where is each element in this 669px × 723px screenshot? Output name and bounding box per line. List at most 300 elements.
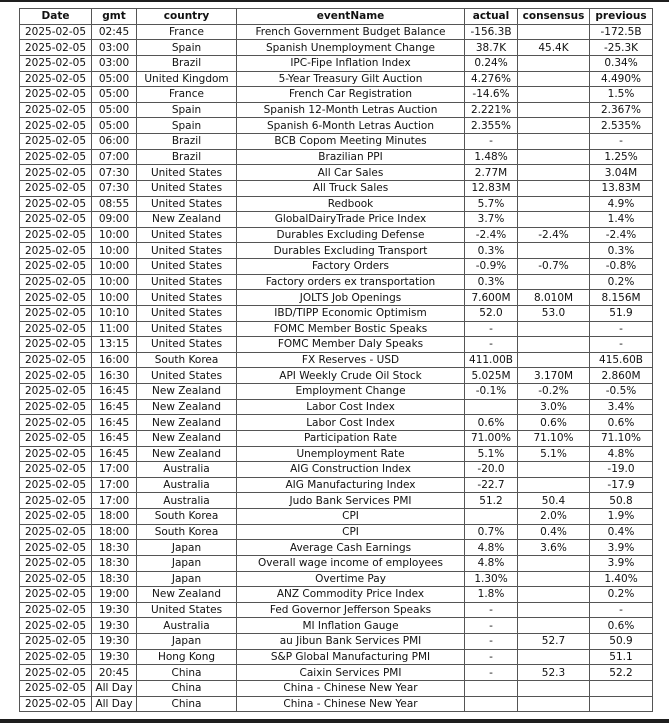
table-row xyxy=(20,696,653,712)
table-row xyxy=(20,368,653,384)
cell-consensus xyxy=(518,555,590,571)
cell-previous: 0.6% xyxy=(590,618,653,634)
cell-date: 2025-02-05 xyxy=(20,71,92,87)
cell-gmt: 03:00 xyxy=(92,55,137,71)
table-row xyxy=(20,587,653,603)
cell-consensus: 8.010M xyxy=(518,290,590,306)
cell-event-name: Caixin Services PMI xyxy=(237,665,465,681)
cell-event-name: Factory Orders xyxy=(237,259,465,275)
table-row xyxy=(20,555,653,571)
cell-country: China xyxy=(137,680,237,696)
table-row xyxy=(20,509,653,525)
cell-event-name: All Truck Sales xyxy=(237,180,465,196)
cell-date: 2025-02-05 xyxy=(20,55,92,71)
cell-event-name: Judo Bank Services PMI xyxy=(237,493,465,509)
table-row xyxy=(20,102,653,118)
cell-actual: 411.00B xyxy=(465,352,518,368)
cell-actual: - xyxy=(465,618,518,634)
cell-country: South Korea xyxy=(137,509,237,525)
cell-previous: 3.4% xyxy=(590,399,653,415)
cell-consensus: -0.7% xyxy=(518,259,590,275)
cell-previous: 51.9 xyxy=(590,305,653,321)
cell-gmt: 20:45 xyxy=(92,665,137,681)
cell-country: United States xyxy=(137,368,237,384)
cell-gmt: 17:00 xyxy=(92,462,137,478)
cell-gmt: 11:00 xyxy=(92,321,137,337)
table-row xyxy=(20,540,653,556)
cell-gmt: 05:00 xyxy=(92,118,137,134)
table-row xyxy=(20,305,653,321)
cell-gmt: 17:00 xyxy=(92,477,137,493)
cell-event-name: AIG Construction Index xyxy=(237,462,465,478)
cell-gmt: 10:00 xyxy=(92,243,137,259)
cell-country: South Korea xyxy=(137,352,237,368)
cell-gmt: 16:45 xyxy=(92,430,137,446)
cell-gmt: 19:00 xyxy=(92,587,137,603)
cell-country: Japan xyxy=(137,555,237,571)
table-row xyxy=(20,384,653,400)
cell-previous: -25.3K xyxy=(590,40,653,56)
cell-gmt: 19:30 xyxy=(92,602,137,618)
cell-previous: - xyxy=(590,321,653,337)
cell-country: United States xyxy=(137,602,237,618)
cell-date: 2025-02-05 xyxy=(20,259,92,275)
cell-consensus: 3.0% xyxy=(518,399,590,415)
cell-actual: - xyxy=(465,649,518,665)
cell-event-name: French Government Budget Balance xyxy=(237,24,465,40)
cell-previous: 415.60B xyxy=(590,352,653,368)
cell-previous: -0.5% xyxy=(590,384,653,400)
cell-previous: 4.490% xyxy=(590,71,653,87)
table-row xyxy=(20,243,653,259)
cell-country: New Zealand xyxy=(137,430,237,446)
table-body xyxy=(20,24,653,712)
cell-previous: 3.04M xyxy=(590,165,653,181)
table-row xyxy=(20,446,653,462)
cell-country: United States xyxy=(137,180,237,196)
cell-date: 2025-02-05 xyxy=(20,212,92,228)
table-row xyxy=(20,55,653,71)
top-window-edge xyxy=(0,0,669,2)
cell-date: 2025-02-05 xyxy=(20,649,92,665)
cell-previous: 51.1 xyxy=(590,649,653,665)
cell-previous: 13.83M xyxy=(590,180,653,196)
cell-date: 2025-02-05 xyxy=(20,415,92,431)
cell-event-name: Employment Change xyxy=(237,384,465,400)
cell-event-name: Participation Rate xyxy=(237,430,465,446)
cell-consensus xyxy=(518,602,590,618)
cell-actual: - xyxy=(465,337,518,353)
cell-date: 2025-02-05 xyxy=(20,555,92,571)
table-row xyxy=(20,680,653,696)
cell-gmt: All Day xyxy=(92,696,137,712)
table-row xyxy=(20,493,653,509)
cell-date: 2025-02-05 xyxy=(20,680,92,696)
cell-date: 2025-02-05 xyxy=(20,40,92,56)
cell-consensus: 0.6% xyxy=(518,415,590,431)
cell-previous: 1.4% xyxy=(590,212,653,228)
cell-gmt: 07:30 xyxy=(92,165,137,181)
table-row xyxy=(20,180,653,196)
cell-actual: 51.2 xyxy=(465,493,518,509)
cell-date: 2025-02-05 xyxy=(20,305,92,321)
table-row xyxy=(20,524,653,540)
cell-consensus xyxy=(518,87,590,103)
cell-gmt: 03:00 xyxy=(92,40,137,56)
cell-consensus xyxy=(518,649,590,665)
cell-event-name: All Car Sales xyxy=(237,165,465,181)
cell-country: New Zealand xyxy=(137,446,237,462)
cell-actual: -20.0 xyxy=(465,462,518,478)
cell-date: 2025-02-05 xyxy=(20,180,92,196)
cell-country: United States xyxy=(137,165,237,181)
table-row xyxy=(20,196,653,212)
cell-event-name: IPC-Fipe Inflation Index xyxy=(237,55,465,71)
cell-country: United Kingdom xyxy=(137,71,237,87)
cell-previous: 2.860M xyxy=(590,368,653,384)
cell-previous: 1.9% xyxy=(590,509,653,525)
cell-date: 2025-02-05 xyxy=(20,571,92,587)
cell-previous xyxy=(590,680,653,696)
cell-previous: - xyxy=(590,602,653,618)
cell-actual: 5.025M xyxy=(465,368,518,384)
cell-gmt: 10:00 xyxy=(92,290,137,306)
cell-gmt: 05:00 xyxy=(92,102,137,118)
cell-country: United States xyxy=(137,321,237,337)
cell-date: 2025-02-05 xyxy=(20,290,92,306)
cell-country: Hong Kong xyxy=(137,649,237,665)
cell-event-name: Overtime Pay xyxy=(237,571,465,587)
table-row xyxy=(20,40,653,56)
cell-gmt: 02:45 xyxy=(92,24,137,40)
cell-consensus: 5.1% xyxy=(518,446,590,462)
cell-country: France xyxy=(137,87,237,103)
cell-country: United States xyxy=(137,196,237,212)
cell-date: 2025-02-05 xyxy=(20,509,92,525)
cell-date: 2025-02-05 xyxy=(20,493,92,509)
cell-country: Japan xyxy=(137,634,237,650)
table-row xyxy=(20,477,653,493)
cell-previous: -2.4% xyxy=(590,227,653,243)
header-date: Date xyxy=(20,9,92,25)
table-row xyxy=(20,602,653,618)
cell-gmt: All Day xyxy=(92,680,137,696)
cell-gmt: 10:00 xyxy=(92,274,137,290)
table-row xyxy=(20,571,653,587)
cell-previous: 0.2% xyxy=(590,587,653,603)
header-consensus: consensus xyxy=(518,9,590,25)
cell-actual: 0.7% xyxy=(465,524,518,540)
cell-date: 2025-02-05 xyxy=(20,634,92,650)
cell-consensus xyxy=(518,165,590,181)
table-row xyxy=(20,118,653,134)
cell-previous: 2.535% xyxy=(590,118,653,134)
cell-gmt: 10:00 xyxy=(92,259,137,275)
cell-date: 2025-02-05 xyxy=(20,430,92,446)
cell-actual: - xyxy=(465,665,518,681)
cell-event-name: GlobalDairyTrade Price Index xyxy=(237,212,465,228)
cell-previous: -17.9 xyxy=(590,477,653,493)
cell-event-name: CPI xyxy=(237,524,465,540)
cell-consensus xyxy=(518,180,590,196)
cell-previous: 3.9% xyxy=(590,540,653,556)
cell-consensus xyxy=(518,24,590,40)
cell-country: Japan xyxy=(137,540,237,556)
cell-country: United States xyxy=(137,243,237,259)
cell-gmt: 16:30 xyxy=(92,368,137,384)
cell-consensus: 0.4% xyxy=(518,524,590,540)
table-row xyxy=(20,274,653,290)
cell-country: Japan xyxy=(137,571,237,587)
cell-previous: 0.6% xyxy=(590,415,653,431)
cell-gmt: 10:00 xyxy=(92,227,137,243)
cell-gmt: 05:00 xyxy=(92,87,137,103)
cell-date: 2025-02-05 xyxy=(20,274,92,290)
cell-event-name: FOMC Member Bostic Speaks xyxy=(237,321,465,337)
cell-actual: -0.1% xyxy=(465,384,518,400)
cell-gmt: 18:30 xyxy=(92,571,137,587)
cell-event-name: China - Chinese New Year xyxy=(237,680,465,696)
table-row xyxy=(20,24,653,40)
cell-country: United States xyxy=(137,259,237,275)
header-actual: actual xyxy=(465,9,518,25)
cell-gmt: 16:45 xyxy=(92,415,137,431)
cell-country: United States xyxy=(137,227,237,243)
table-row xyxy=(20,134,653,150)
header-previous: previous xyxy=(590,9,653,25)
cell-consensus: 3.170M xyxy=(518,368,590,384)
cell-actual: -14.6% xyxy=(465,87,518,103)
cell-date: 2025-02-05 xyxy=(20,196,92,212)
cell-event-name: Redbook xyxy=(237,196,465,212)
cell-consensus: 50.4 xyxy=(518,493,590,509)
cell-previous: -0.8% xyxy=(590,259,653,275)
cell-actual: 1.8% xyxy=(465,587,518,603)
cell-country: Australia xyxy=(137,462,237,478)
table-row xyxy=(20,149,653,165)
cell-date: 2025-02-05 xyxy=(20,102,92,118)
cell-country: Spain xyxy=(137,102,237,118)
cell-date: 2025-02-05 xyxy=(20,399,92,415)
cell-consensus xyxy=(518,352,590,368)
cell-consensus xyxy=(518,571,590,587)
cell-country: Australia xyxy=(137,618,237,634)
table-row xyxy=(20,399,653,415)
cell-event-name: Unemployment Rate xyxy=(237,446,465,462)
header-event-name: eventName xyxy=(237,9,465,25)
cell-gmt: 18:30 xyxy=(92,555,137,571)
cell-event-name: 5-Year Treasury Gilt Auction xyxy=(237,71,465,87)
cell-actual: 0.6% xyxy=(465,415,518,431)
cell-actual xyxy=(465,509,518,525)
cell-actual: 2.355% xyxy=(465,118,518,134)
cell-actual: 71.00% xyxy=(465,430,518,446)
cell-previous: 8.156M xyxy=(590,290,653,306)
cell-consensus: 52.3 xyxy=(518,665,590,681)
cell-previous: 3.9% xyxy=(590,555,653,571)
cell-country: United States xyxy=(137,305,237,321)
cell-event-name: Spanish Unemployment Change xyxy=(237,40,465,56)
table-row xyxy=(20,87,653,103)
cell-event-name: IBD/TIPP Economic Optimism xyxy=(237,305,465,321)
cell-event-name: BCB Copom Meeting Minutes xyxy=(237,134,465,150)
cell-actual xyxy=(465,399,518,415)
cell-gmt: 13:15 xyxy=(92,337,137,353)
cell-consensus xyxy=(518,587,590,603)
cell-event-name: AIG Manufacturing Index xyxy=(237,477,465,493)
cell-previous: 0.3% xyxy=(590,243,653,259)
cell-event-name: Brazilian PPI xyxy=(237,149,465,165)
cell-consensus xyxy=(518,477,590,493)
cell-date: 2025-02-05 xyxy=(20,587,92,603)
cell-previous: 4.8% xyxy=(590,446,653,462)
cell-gmt: 16:45 xyxy=(92,446,137,462)
cell-actual: 12.83M xyxy=(465,180,518,196)
cell-country: South Korea xyxy=(137,524,237,540)
cell-event-name: French Car Registration xyxy=(237,87,465,103)
cell-actual: -22.7 xyxy=(465,477,518,493)
cell-actual: - xyxy=(465,321,518,337)
cell-actual: 4.276% xyxy=(465,71,518,87)
cell-country: New Zealand xyxy=(137,587,237,603)
cell-consensus: 3.6% xyxy=(518,540,590,556)
cell-gmt: 16:45 xyxy=(92,384,137,400)
cell-actual: - xyxy=(465,134,518,150)
cell-previous: -172.5B xyxy=(590,24,653,40)
cell-actual: 4.8% xyxy=(465,540,518,556)
cell-gmt: 16:00 xyxy=(92,352,137,368)
cell-country: Australia xyxy=(137,493,237,509)
cell-actual: -2.4% xyxy=(465,227,518,243)
cell-gmt: 07:00 xyxy=(92,149,137,165)
cell-consensus: -0.2% xyxy=(518,384,590,400)
cell-date: 2025-02-05 xyxy=(20,477,92,493)
cell-previous: 1.40% xyxy=(590,571,653,587)
cell-previous xyxy=(590,696,653,712)
cell-actual: -0.9% xyxy=(465,259,518,275)
table-row xyxy=(20,352,653,368)
cell-event-name: Labor Cost Index xyxy=(237,399,465,415)
cell-consensus xyxy=(518,55,590,71)
cell-previous: 4.9% xyxy=(590,196,653,212)
cell-gmt: 08:55 xyxy=(92,196,137,212)
cell-country: China xyxy=(137,665,237,681)
cell-date: 2025-02-05 xyxy=(20,462,92,478)
cell-gmt: 18:00 xyxy=(92,524,137,540)
cell-date: 2025-02-05 xyxy=(20,321,92,337)
cell-actual: - xyxy=(465,634,518,650)
cell-date: 2025-02-05 xyxy=(20,118,92,134)
cell-previous: 1.5% xyxy=(590,87,653,103)
table-row xyxy=(20,71,653,87)
cell-consensus: 53.0 xyxy=(518,305,590,321)
cell-country: Brazil xyxy=(137,149,237,165)
cell-event-name: Labor Cost Index xyxy=(237,415,465,431)
cell-consensus xyxy=(518,71,590,87)
cell-previous: 0.4% xyxy=(590,524,653,540)
cell-actual: 38.7K xyxy=(465,40,518,56)
cell-country: New Zealand xyxy=(137,212,237,228)
cell-date: 2025-02-05 xyxy=(20,602,92,618)
cell-actual xyxy=(465,696,518,712)
cell-date: 2025-02-05 xyxy=(20,618,92,634)
table-row xyxy=(20,212,653,228)
cell-event-name: Factory orders ex transportation xyxy=(237,274,465,290)
cell-date: 2025-02-05 xyxy=(20,337,92,353)
cell-date: 2025-02-05 xyxy=(20,24,92,40)
cell-previous: 2.367% xyxy=(590,102,653,118)
cell-date: 2025-02-05 xyxy=(20,368,92,384)
cell-date: 2025-02-05 xyxy=(20,352,92,368)
table-row xyxy=(20,321,653,337)
cell-previous: - xyxy=(590,337,653,353)
cell-actual: 3.7% xyxy=(465,212,518,228)
cell-date: 2025-02-05 xyxy=(20,540,92,556)
cell-country: New Zealand xyxy=(137,384,237,400)
cell-consensus xyxy=(518,696,590,712)
table-row xyxy=(20,430,653,446)
cell-event-name: API Weekly Crude Oil Stock xyxy=(237,368,465,384)
cell-event-name: S&P Global Manufacturing PMI xyxy=(237,649,465,665)
table-row xyxy=(20,415,653,431)
cell-date: 2025-02-05 xyxy=(20,165,92,181)
cell-actual: 5.7% xyxy=(465,196,518,212)
table-row xyxy=(20,165,653,181)
cell-date: 2025-02-05 xyxy=(20,87,92,103)
cell-previous: 0.34% xyxy=(590,55,653,71)
cell-event-name: JOLTS Job Openings xyxy=(237,290,465,306)
cell-actual: 52.0 xyxy=(465,305,518,321)
cell-previous: -19.0 xyxy=(590,462,653,478)
cell-gmt: 19:30 xyxy=(92,618,137,634)
cell-actual: 0.3% xyxy=(465,243,518,259)
cell-actual: 4.8% xyxy=(465,555,518,571)
cell-gmt: 10:10 xyxy=(92,305,137,321)
table-row xyxy=(20,649,653,665)
table-row xyxy=(20,462,653,478)
cell-previous: 50.8 xyxy=(590,493,653,509)
cell-gmt: 19:30 xyxy=(92,634,137,650)
cell-country: Australia xyxy=(137,477,237,493)
cell-date: 2025-02-05 xyxy=(20,446,92,462)
cell-date: 2025-02-05 xyxy=(20,696,92,712)
cell-previous: 0.2% xyxy=(590,274,653,290)
cell-actual: 2.77M xyxy=(465,165,518,181)
cell-event-name: China - Chinese New Year xyxy=(237,696,465,712)
cell-consensus xyxy=(518,321,590,337)
economic-calendar-table xyxy=(19,8,653,712)
table-row xyxy=(20,290,653,306)
table-row xyxy=(20,227,653,243)
table-header-row xyxy=(20,9,653,25)
cell-date: 2025-02-05 xyxy=(20,384,92,400)
cell-previous: 52.2 xyxy=(590,665,653,681)
cell-country: United States xyxy=(137,274,237,290)
cell-previous: 50.9 xyxy=(590,634,653,650)
cell-country: United States xyxy=(137,337,237,353)
cell-country: Spain xyxy=(137,40,237,56)
table-row xyxy=(20,259,653,275)
cell-actual: 1.30% xyxy=(465,571,518,587)
cell-gmt: 06:00 xyxy=(92,134,137,150)
cell-date: 2025-02-05 xyxy=(20,134,92,150)
cell-actual: - xyxy=(465,602,518,618)
cell-gmt: 18:00 xyxy=(92,509,137,525)
cell-country: France xyxy=(137,24,237,40)
cell-consensus xyxy=(518,102,590,118)
cell-event-name: au Jibun Bank Services PMI xyxy=(237,634,465,650)
cell-event-name: FOMC Member Daly Speaks xyxy=(237,337,465,353)
